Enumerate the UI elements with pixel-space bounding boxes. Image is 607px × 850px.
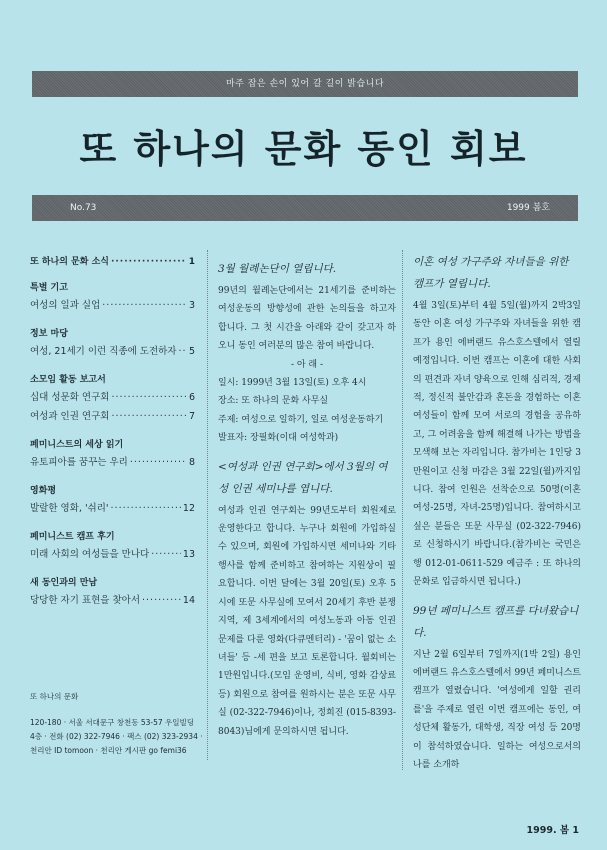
toc-section-heading: 특별 기고 — [30, 283, 68, 293]
toc-section-heading: 영화평 — [30, 486, 57, 496]
issue-season: 1999 봄호 — [506, 203, 550, 213]
toc-row — [30, 595, 195, 607]
right-column — [413, 251, 581, 774]
toc-section — [30, 328, 195, 358]
toc-leader — [151, 549, 181, 561]
toc-page-number: 14 — [182, 595, 195, 606]
toc-section — [30, 374, 195, 423]
publisher-name: 또 하나의 문화 — [30, 692, 79, 701]
toc-item-title: 발랄한 영화, '쉬리' — [30, 503, 109, 514]
publisher-address: 120-180 · 서울 서대문구 창천동 53-57 우일빌딩 — [30, 718, 195, 727]
toc-page-number: 3 — [188, 300, 195, 311]
notice-topic: 주제: 여성으로 일하기, 일로 여성운동하기 — [218, 414, 384, 425]
slogan-text: 마주 잡은 손이 있어 갈 길이 밝습니다 — [225, 79, 385, 89]
article-heading: 3월 월례논단이 열립니다. — [218, 263, 337, 275]
toc-item-title: 십대 성문화 연구회 — [30, 392, 110, 403]
toc-section-heading: 페미니스트의 세상 읽기 — [30, 440, 124, 450]
article-heading: <여성과 인권 연구회>에서 3월의 여성 인권 세미나를 엽니다. — [218, 460, 388, 495]
toc-row — [30, 300, 195, 312]
toc-section — [30, 439, 195, 469]
toc-row — [30, 256, 195, 268]
column-divider — [207, 250, 208, 760]
publisher-online: 천리안 ID tomoon · 천리안 게시판 go femi36 — [30, 746, 187, 755]
toc-page-number: 13 — [182, 549, 195, 560]
notice-marker: - 아 래 - — [290, 359, 324, 370]
middle-column — [218, 258, 396, 741]
page-footer: 1999. 봄 1 — [526, 825, 579, 836]
slogan-band — [32, 71, 578, 97]
toc-leader — [142, 595, 181, 607]
toc-item-title: 여성과 인권 연구회 — [30, 411, 110, 422]
toc-item-title: 당당한 자기 표현을 찾아서 — [30, 595, 141, 606]
toc-leader — [130, 457, 187, 469]
toc-item-title: 여성의 일과 실업 — [30, 300, 101, 311]
toc-leader — [111, 256, 187, 268]
toc-leader — [102, 300, 187, 312]
toc-page-number: 6 — [188, 392, 195, 403]
toc-leader — [179, 346, 187, 358]
toc-row — [30, 346, 195, 358]
toc-section-heading: 정보 마당 — [30, 329, 68, 339]
toc-item-title: 또 하나의 문화 소식 — [30, 257, 109, 267]
notice-block — [218, 356, 396, 448]
toc-section — [30, 282, 195, 312]
toc-item-title: 여성, 21세기 이런 직종에 도전하자 — [30, 346, 177, 357]
toc-leader — [111, 503, 181, 515]
toc-row — [30, 549, 195, 561]
toc-page-number: 5 — [188, 346, 195, 357]
toc-leader — [111, 392, 186, 404]
toc-section-heading: 소모임 활동 보고서 — [30, 375, 106, 385]
toc-page-number: 8 — [188, 457, 195, 468]
publisher-info — [30, 690, 210, 758]
article-body: 99년의 월례논단에서는 21세기를 준비하는 여성운동의 방향성에 관한 논의들을 하고자 합니다. 그 첫 시간을 아래와 같이 갖고자 하오니 동인 여러분의 많은 참여 바랍니다. — [218, 286, 396, 352]
article-heading: 이혼 여성 가구주와 자녀들을 위한 캠프가 열립니다. — [413, 256, 569, 290]
toc-section-heading: 새 동인과의 만남 — [30, 578, 98, 588]
toc-page-number: 1 — [188, 257, 195, 267]
toc-row — [30, 392, 195, 404]
toc-section-heading: 페미니스트 캠프 후기 — [30, 532, 115, 542]
notice-date: 일시: 1999년 3월 13일(토) 오후 4시 — [218, 378, 367, 389]
toc-section — [30, 577, 195, 607]
issue-band — [32, 195, 578, 221]
newsletter-title: 또 하나의 문화 동인 회보 — [79, 127, 528, 171]
toc-section — [30, 485, 195, 515]
toc-page-number: 12 — [182, 503, 195, 514]
toc-section — [30, 256, 195, 268]
toc-item-title: 유토피아를 꿈꾸는 우리 — [30, 457, 128, 468]
publisher-contact: 4층 · 전화 (02) 322-7946 · 팩스 (02) 323-2934 · — [30, 732, 203, 741]
article-body: 여성과 인권 연구회는 99년도부터 회원제로 운영한다고 합니다. 누구나 회원에 가입하실 수 있으며, 회원에 가입하시면 세미나와 기타 행사를 함께 준비하고 참여하는 지원상이 필요합니다. 이번 달에는 3월 20일(토) 오후 5시에 또문 사무실에 모여서 20세기 후반 분쟁 지역, 제 3세계에서의 여성노동과 아동 인권 문제를 다룬 영화(다큐멘터리) - '꿈이 없는 소녀들' 등 -세 편을 보고 토론합니다. 월회비는 1만원입니다.(모임 운영비, 식비, 영화 감상료 등) 회원으로 참여를 원하시는 분은 또문 사무실 (02-322-7946)이나, 정희진 (015-8393-8043)님에게 문의하시면 됩니다. — [218, 505, 396, 737]
toc-section — [30, 531, 195, 561]
article-body: 4월 3일(토)부터 4월 5일(월)까지 2박3일 동안 이혼 여성 가구주와 자녀들을 위한 캠프가 용인 에버랜드 유스호스텔에서 열릴 예정입니다. 이번 캠프는 이혼에 대한 사회의 편견과 자녀 양육으로 인해 심리적, 경제적, 정신적 불안감과 혼돈을 경험하는 이혼 여성들이 함께 모여 서로의 경험을 공유하고, 그 어려움을 함께 해결해 나가는 방법을 모색해 보는 자리입니다. 참가비는 1인당 3만원이고 신청 마감은 3월 22일(월)까지입니다. 참여 인원은 선착순으로 50명(이혼 여성-25명, 자녀-25명)입니다. 참여하시고 싶은 분들은 또문 사무실 (02-322-7946)로 신청하시기 바랍니다.(참가비는 국민은행 012-01-0611-529 예금주 : 또 하나의 문화로 입금하시면 됩니다.) — [413, 301, 581, 588]
toc-row — [30, 457, 195, 469]
toc-row — [30, 411, 195, 423]
toc-row — [30, 503, 195, 515]
column-divider — [402, 250, 403, 770]
article-heading: 99년 페미니스트 캠프를 다녀왔습니다. — [413, 604, 579, 639]
notice-speaker: 발표자: 장필화(이대 여성학과) — [218, 433, 339, 444]
issue-number: No.73 — [70, 203, 97, 213]
table-of-contents — [30, 256, 195, 623]
article-body: 지난 2월 6일부터 7일까지(1박 2일) 용인 에버랜드 유스호스텔에서 99년 페미니스트 캠프가 열렸습니다. '여성에게 일할 권리를'을 주제로 열린 이번 캠프에는 동인, 여성단체 활동가, 대학생, 직장 여성 등 20명이 참석하였습니다. 일하는 여성으로서의 나를 소개하 — [413, 649, 581, 770]
toc-page-number: 7 — [188, 411, 195, 422]
toc-item-title: 미래 사회의 여성들을 만나다 — [30, 549, 150, 560]
notice-place: 장소: 또 하나의 문화 사무실 — [218, 396, 329, 407]
toc-leader — [111, 411, 186, 423]
